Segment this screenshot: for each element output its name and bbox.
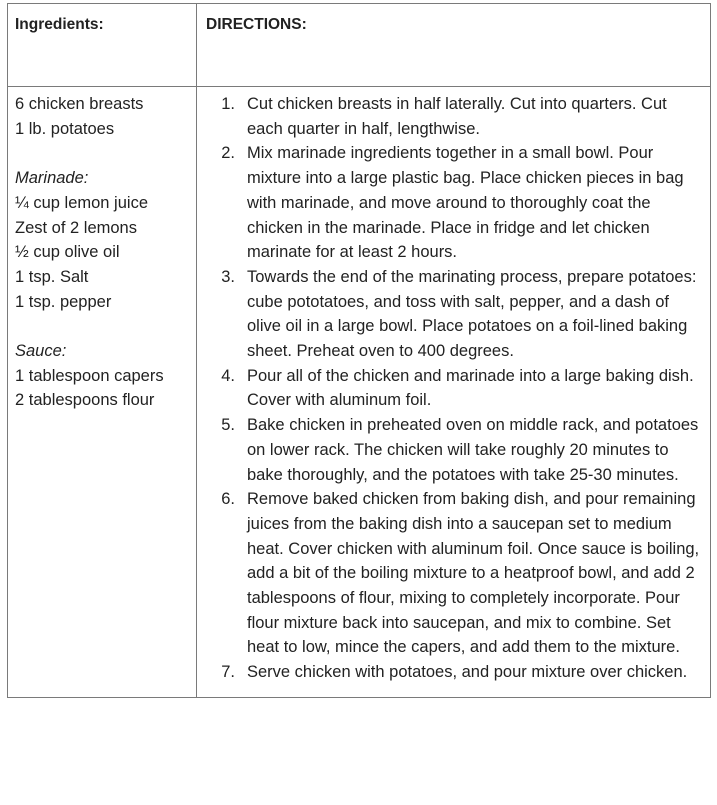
ingredient-item: 1 tsp. Salt: [15, 267, 89, 286]
ingredient-item: 2 tablespoons flour: [15, 391, 155, 410]
step-text: Pour all of the chicken and marinade into a large baking dish. Cover with aluminum foil.: [247, 366, 694, 410]
direction-step: [197, 364, 704, 413]
direction-step: [197, 265, 704, 364]
ingredients-cell: [8, 87, 197, 698]
direction-step: [197, 92, 704, 141]
spacer: [15, 314, 192, 339]
step-number: 3.: [221, 267, 235, 286]
step-text: Remove baked chicken from baking dish, and pour remaining juices from the baking dish into a saucepan set to medium heat. Cover chicken with aluminum foil. Once sauce is boiling, add a bit of the boiling mixture to a heatproof bowl, and add 2 tablespoons of flour, mixing to completely incorporate. Pour flour mixture back into saucepan, and mix to combine. Set heat to low, mince the capers, and add them to the mixture.: [247, 490, 700, 657]
ingredient-item: ½ cup olive oil: [15, 243, 120, 262]
ingredients-heading: Ingredients:: [15, 16, 104, 33]
ingredient-item: 1 tsp. pepper: [15, 292, 112, 311]
direction-step: [197, 487, 704, 660]
step-number: 2.: [221, 144, 235, 163]
step-text: Cut chicken breasts in half laterally. Cut into quarters. Cut each quarter in half, lengthwise.: [247, 95, 667, 138]
step-text: Bake chicken in preheated oven on middle rack, and potatoes on lower rack. The chicken will take roughly 20 minutes to bake thoroughly, and the potatoes with take 25-30 minutes.: [247, 416, 699, 484]
marinade-heading: Marinade:: [15, 169, 89, 188]
directions-cell: [197, 87, 711, 698]
directions-header-cell: [197, 4, 711, 87]
step-number: 5.: [221, 416, 235, 435]
step-number: 6.: [221, 490, 235, 509]
content-row: [8, 87, 711, 698]
header-row: [8, 4, 711, 87]
ingredient-item: 6 chicken breasts: [15, 95, 144, 113]
direction-step: [197, 413, 704, 487]
sauce-heading: Sauce:: [15, 342, 67, 360]
spacer: [15, 141, 192, 166]
recipe-table: [7, 3, 711, 698]
step-text: Towards the end of the marinating process, prepare potatoes: cube pototatoes, and toss with salt, pepper, and a dash of olive oil in a large bowl. Place potatoes on a foil-lined baking sheet. Preheat oven to 400 degrees.: [247, 267, 697, 361]
step-number: 4.: [221, 366, 235, 385]
ingredients-list: [8, 87, 196, 413]
directions-heading: DIRECTIONS:: [206, 16, 307, 33]
ingredients-header-cell: [8, 4, 197, 87]
step-text: Serve chicken with potatoes, and pour mixture over chicken.: [247, 663, 688, 682]
direction-step: [197, 660, 704, 685]
ingredient-item: ¼ cup lemon juice: [15, 193, 148, 212]
direction-step: [197, 141, 704, 265]
step-text: Mix marinade ingredients together in a small bowl. Pour mixture into a large plastic bag. Place chicken pieces in bag with marinade, and move around to thoroughly coat the chicken in the marinade. Place in fridge and let chicken marinate for at least 2 hours.: [247, 144, 684, 262]
ingredient-item: 1 tablespoon capers: [15, 366, 164, 385]
ingredient-item: 1 lb. potatoes: [15, 119, 115, 138]
step-number: 7.: [221, 663, 235, 682]
directions-list: [197, 87, 710, 697]
ingredient-item: Zest of 2 lemons: [15, 218, 137, 237]
step-number: 1.: [221, 95, 235, 113]
